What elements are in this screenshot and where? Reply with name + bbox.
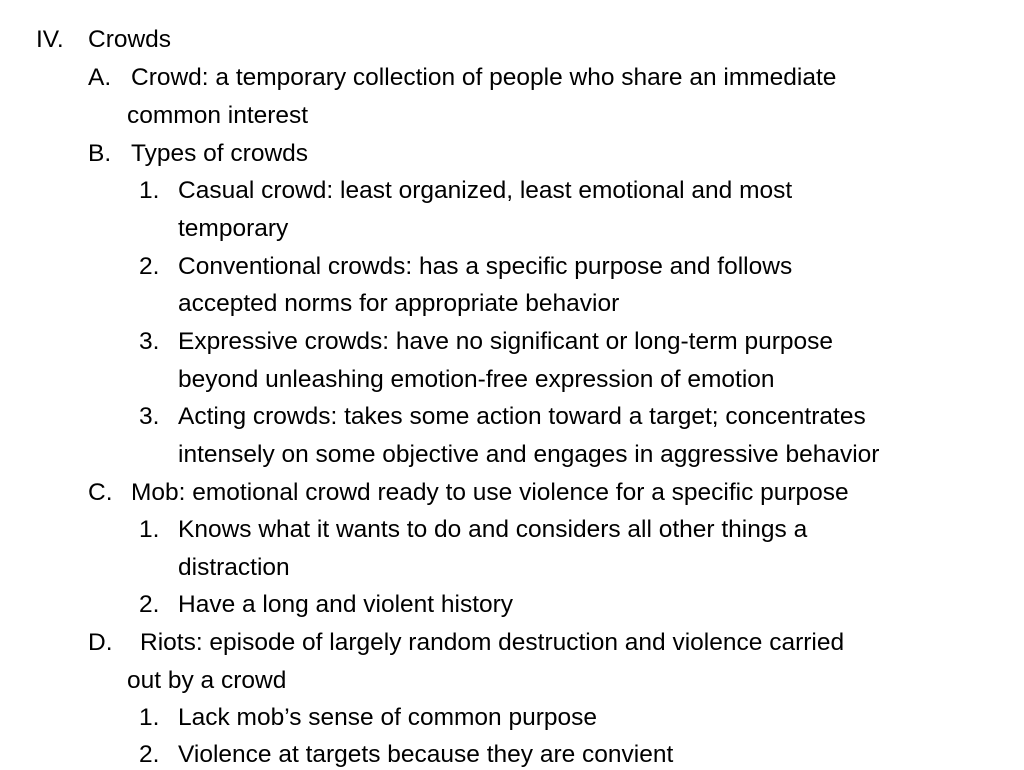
item-d-line1: Riots: episode of largely random destruction and violence carried <box>140 629 845 656</box>
item-d1-marker: 1. <box>139 704 160 731</box>
item-b1-line1: Casual crowd: least organized, least emotional and most <box>178 177 793 204</box>
item-b4-line1: Acting crowds: takes some action toward a target; concentrates <box>178 403 866 430</box>
item-a-line1: Crowd: a temporary collection of people who share an immediate <box>131 64 837 91</box>
item-a-marker: A. <box>88 64 112 91</box>
item-b2-line1: Conventional crowds: has a specific purpose and follows <box>178 253 793 280</box>
item-b-title: Types of crowds <box>131 140 309 167</box>
item-b4-marker: 3. <box>139 403 160 430</box>
item-a-line2: common interest <box>127 102 309 129</box>
section-marker: IV. <box>36 26 64 53</box>
item-c1-line1: Knows what it wants to do and considers all other things a <box>178 516 808 543</box>
item-c2-marker: 2. <box>139 591 160 618</box>
item-c-title: Mob: emotional crowd ready to use violence for a specific purpose <box>131 479 849 506</box>
item-d-marker: D. <box>88 629 113 656</box>
item-b3-line2: beyond unleashing emotion-free expression of emotion <box>178 366 775 393</box>
item-d-line2: out by a crowd <box>127 667 287 694</box>
item-d1-line1: Lack mob’s sense of common purpose <box>178 704 597 731</box>
item-b4-line2: intensely on some objective and engages in aggressive behavior <box>178 441 880 468</box>
item-b2-line2: accepted norms for appropriate behavior <box>178 290 620 317</box>
item-c2-line1: Have a long and violent history <box>178 591 514 618</box>
item-c1-marker: 1. <box>139 516 160 543</box>
item-c1-line2: distraction <box>178 554 290 581</box>
item-b2-marker: 2. <box>139 253 160 280</box>
item-b3-marker: 3. <box>139 328 160 355</box>
item-d2-marker: 2. <box>139 741 160 768</box>
item-b1-line2: temporary <box>178 215 289 242</box>
item-c-marker: C. <box>88 479 113 506</box>
item-b3-line1: Expressive crowds: have no significant or long-term purpose <box>178 328 834 355</box>
item-b1-marker: 1. <box>139 177 160 204</box>
item-d2-line1: Violence at targets because they are convient <box>178 741 674 768</box>
item-b-marker: B. <box>88 140 112 167</box>
section-title: Crowds <box>88 26 172 53</box>
